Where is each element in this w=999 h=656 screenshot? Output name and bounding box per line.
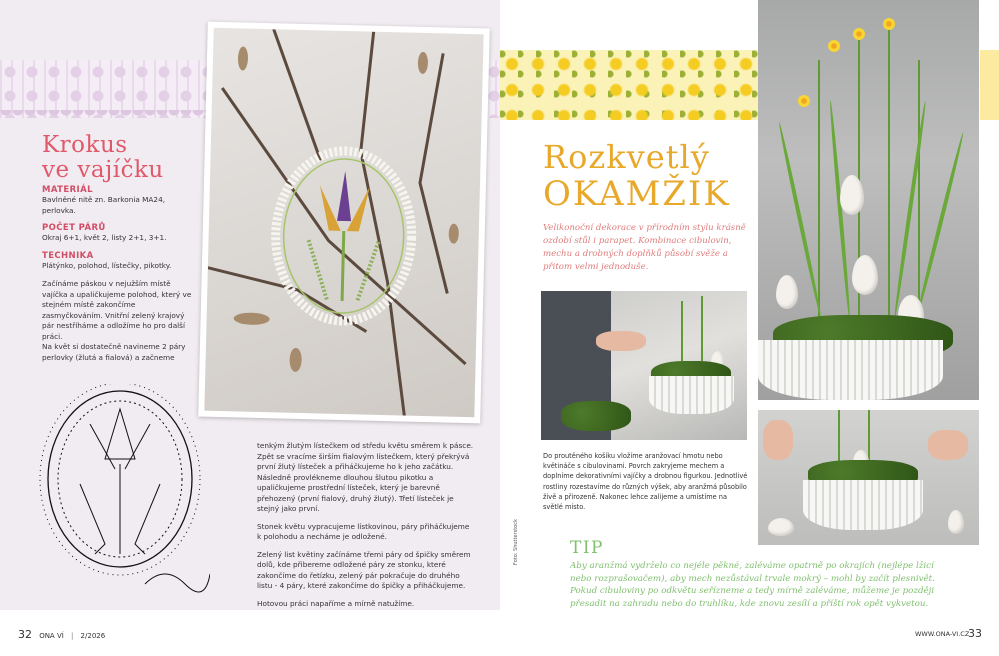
right-title-line2: OKAMŽIK (543, 174, 731, 214)
body-column-1: Začínáme páskou v nejužším místě vajíčka a upaličkujeme polohod, který ve stejném místě zakončíme zasmyčkováním. Vnitřní zelený krajový pár nestříháme a odložíme ho pro další práci. Na květ si dostatečně navineme 2 páry perlovky (žlutá a fialová) a začneme (42, 279, 192, 362)
left-title-line1: Krokus (42, 132, 128, 158)
left-article-title (42, 133, 164, 183)
finishing-basket-photo (758, 410, 979, 545)
left-hand (763, 420, 793, 460)
crocus-lace-illustration (204, 28, 483, 417)
yellow-floral-band-edge (980, 50, 999, 120)
lace-pattern-diagram (35, 384, 210, 604)
footer-issue: 2/2026 (80, 632, 106, 640)
body-col2-p4: Hotovou práci napaříme a mírně natužíme. (257, 598, 415, 608)
right-page-number: 33 (968, 627, 982, 640)
body-col2-p1: tenkým žlutým lístečkem od středu květu směrem k pásce. Zpět se vracíme širším fialovým lístečkem, který překrývá první žlutý lísteček a přiháčkujeme ho k jeho začátku. Následně provlékneme dlouhou šlutou pikotku a upaličkujeme prostřední lísteček, který je barevně přehozený (první fialový, druhý žlutý). Třetí lísteček je stejný jako první. (257, 441, 474, 513)
left-title-line2: ve vajíčku (42, 157, 164, 183)
left-footer: 32 ONA VÍ | 2/2026 (18, 628, 106, 641)
daffodil-basket-photo (758, 0, 979, 400)
materials-block (42, 185, 192, 363)
technique-heading: TECHNIKA (42, 250, 94, 261)
tip-text: Aby aranžmá vydrželo co nejéle pěkné, zaléváme opatrně po okrajích (nejlépe lžicí nebo rozprašovačem), aby mech nezůstával trvale mokrý – mohl by začít plesnivět. Pokud cibuloviny po odkvětu seřízneme a tedy mírně zaléváme, můžeme je později přesadit na zahradu nebo do truhlíku, kde znovu zesílí a příští rok opět vykvetou. (570, 561, 935, 609)
material-heading: MATERIÁL (42, 185, 93, 195)
photo-credit: Foto: Shutterstock (513, 519, 519, 565)
material-text: Bavlněné nitě zn. Barkonia MA24, perlovka. (42, 195, 166, 215)
footer-url: WWW.ONA-VI.CZ (915, 630, 970, 638)
tip-heading: TIP (570, 538, 604, 558)
right-intro-text: Velikonoční dekorace v přírodním stylu krásně ozdobí stůl i parapet. Kombinace cibulovin, mechu a drobných doplňků působí svěže a přitom velmi jednoduše. (543, 223, 746, 272)
body-col2-p3: Zelený list květiny začínáme třemi páry od špičky směrem dolů, kde přibereme odložené páry ze stonku, které zakončíme do řetízku, zelený pár pokračuje do druhého listu - 4 páry, které zakončíme do špičky a přiháčkujeme. (257, 549, 471, 590)
yellow-floral-band (500, 50, 758, 120)
technique-text: Plátýnko, polohod, lístečky, pikotky. (42, 260, 172, 270)
body-column-2 (257, 441, 475, 609)
hand (596, 331, 646, 351)
right-title-line1: Rozkvetlý (543, 138, 710, 176)
lace-crocus-photo (198, 22, 490, 424)
footer-brand: ONA VÍ (39, 632, 64, 640)
pairs-heading: POČET PÁRŮ (42, 223, 106, 233)
lace-edge-decoration (0, 110, 215, 122)
left-page-number: 32 (18, 628, 32, 641)
pairs-text: Okraj 6+1, květ 2, listy 2+1, 3+1. (42, 233, 167, 242)
arranging-eggs-photo (541, 291, 747, 440)
photo-caption: Do proutěného košíku vložíme aranžovací hmotu nebo květináče s cibulovinami. Povrch zakryjeme mechem a doplníme dekorativními vajíčky a drobnou figurkou. Jednotlivé rostliny rozestavíme do různých výšek, aby aranžmá působilo živě a přirozeně. Nakonec lehce zalijeme a umístíme na světlé místo. (543, 452, 748, 512)
right-hand (928, 430, 968, 460)
body-col2-p2: Stonek květu vypracujeme lístkovinou, páry přiháčkujeme k polohodu a necháme je odložené. (257, 521, 470, 541)
